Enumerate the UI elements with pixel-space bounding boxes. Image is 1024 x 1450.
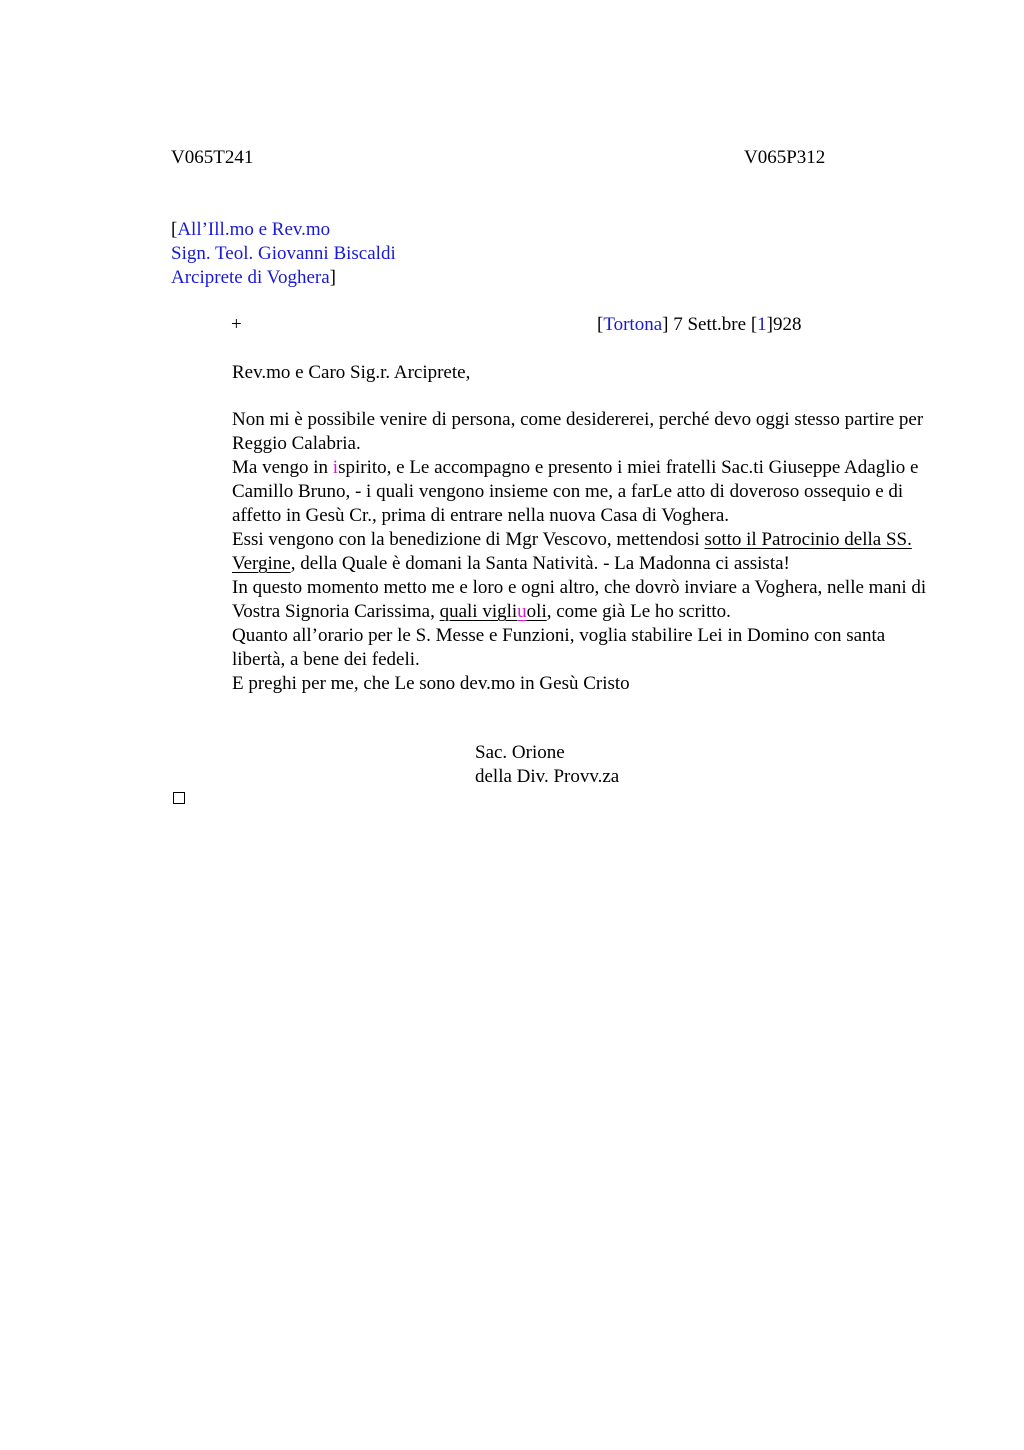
dateline-date: ] 7 Sett.bre — [662, 314, 751, 335]
body-paragraph-2 — [171, 456, 931, 528]
address-bracket-close: ] — [329, 267, 336, 288]
correction-mark: i — [332, 457, 339, 478]
dateline-year-digit: 1 — [757, 314, 767, 335]
body-paragraph-6: E preghi per me, che Le sono dev.mo in Gesù Cristo — [232, 673, 630, 694]
document-code-right: V065P312 — [744, 147, 826, 168]
body-paragraph-3 — [171, 528, 931, 576]
address-bracket-open: [ — [171, 219, 178, 240]
dateline-bracket-1: [ — [597, 314, 604, 335]
address-line-3 — [171, 266, 336, 290]
p4-text-end: , come già Le ho scritto. — [546, 601, 731, 622]
dateline-place: Tortona — [603, 314, 663, 335]
p4-text-start: In questo momento metto me e loro e ogni altro, che dovrò inviare a Voghera, nelle mani di Vostra Signoria Carissima, — [232, 577, 927, 622]
address-line-1 — [171, 218, 330, 242]
dateline-bracket-2: [ — [750, 314, 758, 335]
body-paragraph-5: Quanto all’orario per le S. Messe e Funzioni, voglia stabilire Lei in Domino con santa libertà, a bene dei fedeli. — [232, 625, 886, 670]
dateline — [597, 313, 801, 337]
correction-mark: u — [517, 601, 527, 622]
signature-name: Sac. Orione — [475, 742, 565, 763]
underlined-phrase: sotto il Patrocinio della SS. Vergine — [232, 529, 912, 574]
underlined-word-part-1: quali vigli — [439, 601, 518, 622]
address-recipient-role: Arciprete di Voghera — [171, 267, 330, 288]
p2-text-start: Ma vengo in — [232, 457, 333, 478]
signature-title: della Div. Provv.za — [475, 766, 620, 787]
document-code-left: V065T241 — [171, 147, 254, 168]
body-paragraph-1: Non mi è possibile venire di persona, come desidererei, perché devo oggi stesso partire per Reggio Calabria. — [232, 409, 924, 454]
address-line-2: Sign. Teol. Giovanni Biscaldi — [171, 243, 396, 264]
end-marker-square-icon — [173, 792, 185, 804]
letter-body — [171, 408, 931, 696]
p3-text-end: , della Quale è domani la Santa Natività. - La Madonna ci assista! — [290, 553, 790, 574]
p3-text-start: Essi vengono con la benedizione di Mgr Vescovo, mettendosi — [232, 529, 705, 550]
salutation: Rev.mo e Caro Sig.r. Arciprete, — [232, 362, 471, 383]
underlined-word-part-2: oli — [526, 601, 547, 622]
dateline-year-rest: ]928 — [766, 314, 802, 335]
p2-text-end: spirito, e Le accompagno e presento i miei fratelli Sac.ti Giuseppe Adaglio e Camillo Bruno, - i quali vengono insieme con me, a farLe atto di doveroso ossequio e di affetto in Gesù Cr., prima di entrare nella nuova Casa di Voghera. — [232, 457, 919, 526]
address-recipient-title: All’Ill.mo e Rev.mo — [177, 219, 331, 240]
cross-symbol: + — [231, 314, 242, 335]
body-paragraph-4 — [171, 576, 931, 624]
